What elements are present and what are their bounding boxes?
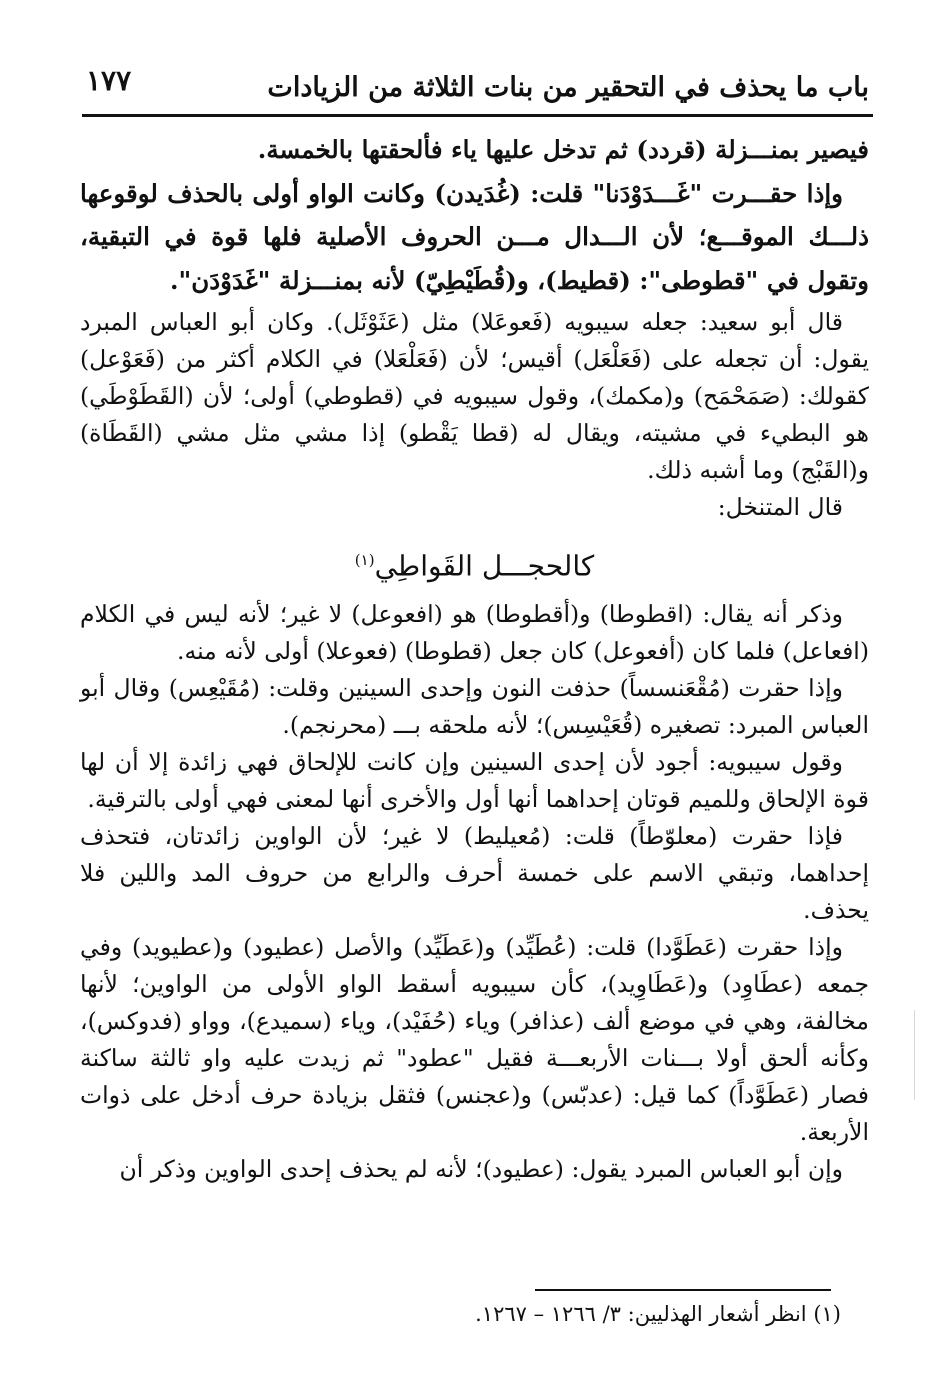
paragraph: فيصير بمنـــزلة (قردد) ثم تدخل عليها ياء فألحقتها بالخمسة. <box>257 135 869 164</box>
margin-mark <box>914 1010 915 1100</box>
page-number: ١٧٧ <box>86 64 132 97</box>
poem-verse <box>80 530 869 596</box>
footnote-rule <box>535 1289 831 1291</box>
paragraph: وإذا حقرت (مُقْعَنسساً) حذفت النون وإحدى السينين وقلت: (مُقَيْعِس) وقال أبو العباس المبرد: تصغيره (قُعَيْسِس)؛ لأنه ملحقه بـــ (محرنجم). <box>80 674 869 740</box>
poem-text: كالحجـــل القَواطِي <box>374 549 595 583</box>
paragraph: وإذا حقرت (عَطَوَّدا) قلت: (عُطَيِّد) و(عَطَيِّد) والأصل (عطيود) و(عطيويد) وفي جمعه (عطَاوِد) و(عَطَاوِيد)، كأن سيبويه أسقط الواو الأولى من الواوين؛ لأنها مخالفة، وهي في موضع ألف (عذافر) وياء (حُفَيْد)، وياء (سميدع)، وواو (فدوكس)، وكأنه ألحق أولا بـــنات الأربعـــة فقيل "عطود" ثم زيدت عليه واو ثالثة ساكنة فصار (عَطَوَّداً) كما قيل: (عدبّس) و(عجنس) فثقل بزيادة حرف أدخل على ذوات الأربعة. <box>80 933 869 1147</box>
paragraph: قال أبو سعيد: جعله سيبويه (فَعوعَلا) مثل (عَثَوْثَل). وكان أبو العباس المبرد يقول: أن تجعله على (فَعَلْعَل) أقيس؛ لأن (فَعَلْعَلا) في الكلام أكثر من (فَعَوْعل) كقولك: (صَمَحْمَح) و(مكمك)، وقول سيبويه في (قطوطي) أولى؛ لأن (القَطَوْطَي) هو البطيء في مشيته، ويقال له (قطا يَقْطو) إذا مشي مثل مشي (القَطَاة) و(القَبْج) وما أشبه ذلك. <box>80 308 869 484</box>
page-header <box>86 62 869 114</box>
paragraph: وإن أبو العباس المبرد يقول: (عطيود)؛ لأنه لم يحذف إحدى الواوين وذكر أن <box>119 1155 843 1184</box>
paragraph: وإذا حقـــرت "غَـــدَوْدَنا" قلت: (غُدَيدن) وكانت الواو أولى بالحذف لوقوعها ذلـــك الموقـــع؛ لأن الـــدال مـــن الحروف الأصلية فلها قوة في التبقية، وتقول في "قطوطى": (قطيط)، و(قُطَيْطِيّ) لأنه بمنـــزلة "غَدَوْدَن". <box>80 178 869 295</box>
paragraph: وذكر أنه يقال: (اقطوطا) و(أقطوطا) هو (افعوعل) لا غير؛ لأنه ليس في الكلام (افعاعل) فلما كان (أفعوعل) كان جعل (قطوطا) (فعوعلا) أولى لأنه منه. <box>80 600 869 666</box>
footnote: (١) انظر أشعار الهذليين: ٣/ ١٢٦٦ – ١٢٦٧. <box>475 1302 841 1326</box>
main-text <box>80 128 869 1188</box>
footnote-marker: (١) <box>354 551 375 569</box>
chapter-title: باب ما يحذف في التحقير من بنات الثلاثة من الزيادات <box>267 72 869 103</box>
paragraph: فإذا حقرت (معلوّطاً) قلت: (مُعيليط) لا غير؛ لأن الواوين زائدتان، فتحذف إحداهما، وتبقي الاسم على خمسة أحرف والرابع من حروف المد واللين فلا يحذف. <box>80 822 869 925</box>
paragraph: قال المتنخل: <box>717 493 843 521</box>
paragraph: وقول سيبويه: أجود لأن إحدى السينين وإن كانت للإلحاق فهي زائدة إلا أن لها قوة الإلحاق وللميم قوتان إحداهما أنها أول والأخرى أنها لمعنى فهي أولى بالترقية. <box>80 748 869 814</box>
header-rule <box>82 114 873 117</box>
